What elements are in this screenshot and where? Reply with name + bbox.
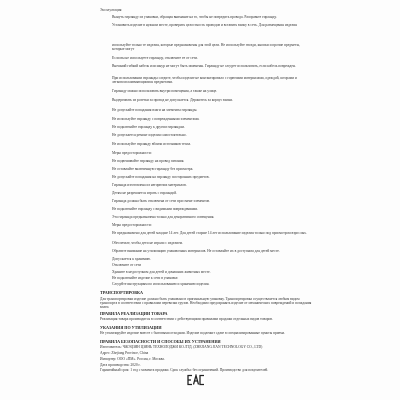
section-heading: ТРАНСПОРТИРОВКА [100, 290, 143, 295]
paragraph: Внешний гибкий кабель или шнур не могут быть заменены. Гирлянду не следует использовать, если кабель поврежден. [112, 64, 296, 68]
paragraph: Меры предосторожности: [112, 151, 152, 155]
paragraph: Храните в недоступном для детей и домашних животных месте. [112, 270, 211, 274]
paragraph: Следуйте инструкциям по использованию и хранению изделия. [112, 282, 210, 286]
paragraph: Дата производства: 2020 г. [100, 363, 141, 367]
paragraph: Не допускайте попадания на гирлянду посторонних предметов. [112, 175, 210, 179]
section-heading: УКАЗАНИЯ ПО УТИЛИЗАЦИИ [100, 325, 162, 330]
paragraph: Не утилизируйте изделие вместе с бытовыми отходами. Изделие подлежит сдаче в специализированные пункты приема. [100, 331, 285, 335]
paragraph: Гирлянда изготовлена из негорючих материалов. [112, 183, 187, 187]
section-heading: ПРАВИЛА БЕЗОПАСНОСТИ И СПОСОБЫ ИХ УСТРАНЕНИЯ [100, 339, 221, 344]
paragraph: Реализация товара производится в соответствии с действующими правилами продажи отдельных видов товаров. [100, 317, 273, 321]
paragraph: При использовании гирлянды следите, чтобы изделие не контактировало с горючими материалами, одеждой, шторами и легковоспламеняющимися предметами. [112, 76, 297, 84]
eac-mark-icon [187, 374, 205, 386]
paragraph: Обеспечьте, чтобы дети не играли с изделием. [112, 241, 183, 245]
paragraph: Допускается к хранению. [112, 257, 151, 261]
paragraph: Если вы не используете гирлянду, отключите ее от сети. [112, 56, 198, 60]
paragraph: Для транспортировки изделие должно быть упаковано в оригинальную упаковку. Транспортировка осуществляется любым видом транспорта в соответствии с правилами перевозки грузов. Необходимо предохранять изделие от механических повреждений и попадания влаги. [100, 297, 312, 309]
paragraph: Адрес: Zhejiang Province, China [100, 351, 149, 355]
paragraph: Не допускается ремонт изделия самостоятельно. [112, 133, 187, 137]
paragraph: Меры предосторожности: [112, 223, 152, 227]
paragraph: Не подключайте изделие к сети в упаковке. [112, 276, 179, 280]
paragraph: Отключите от сети [112, 263, 141, 267]
paragraph: используйте только те изделия, которые предназначены для этой цели. Не используйте гвозди, кнопки и прочие предметы, которые могут [112, 43, 300, 51]
paragraph: Эта гирлянда предназначена только для декоративного освещения. [112, 215, 215, 219]
paragraph: Не оставляйте включенную гирлянду без присмотра. [112, 167, 194, 171]
paragraph: Не подвешивайте гирлянду на провод питания. [112, 159, 185, 163]
paragraph: Гирлянду можно использовать внутри помещения, а также на улице. [112, 89, 218, 93]
paragraph: Гирлянда должна быть отключена от сети при смене элементов. [112, 199, 210, 203]
paragraph: Обратите внимание на утилизацию упаковочных материалов. Не оставляйте их в доступном для детей месте. [112, 249, 280, 253]
paragraph: Не используйте гирлянду с поврежденными элементами. [112, 117, 200, 121]
paragraph: Не допускайте попадания влаги на элементы гирлянды. [112, 108, 198, 112]
paragraph: Импортер: ООО «ПМ». Россия, г. Москва. [100, 357, 165, 361]
paragraph: Вынуть гирлянду из упаковки, обращая внимание на то, чтобы не повредить провода. Расправьте гирлянду. [112, 15, 277, 19]
paragraph: Выдергивать из розетки за провод не допускается. Держитесь за корпус вилки. [112, 98, 234, 102]
paragraph: Не подключайте гирлянду к другим гирляндам. [112, 125, 185, 129]
section-heading: ПРАВИЛА РЕАЛИЗАЦИИ ТОВАРА [100, 311, 168, 316]
paragraph: Не используйте гирлянду вблизи источников тепла. [112, 142, 191, 146]
paragraph: Детям не разрешается играть с гирляндой. [112, 191, 178, 195]
paragraph: Изготовитель: ЧЖЭЦЗЯН ЦЗЯНЬ ТЕХНОЛОДЖИ КО.ЛТД. (ZHEJIANG JIAN TECHNOLOGY CO., LTD) [100, 345, 263, 349]
section-label: Эксплуатация: [100, 8, 123, 12]
paragraph: Не предназначено для детей младше 14 лет. Для детей старше 14 лет использование изделия только под присмотром взрослых. [112, 231, 307, 235]
paragraph: Установить изделие в нужном месте, проверить целостность проводов и вставить вилку в сеть. Для размещения изделия [112, 23, 297, 27]
paragraph: Гарантийный срок: 1 год с момента продажи. Срок службы: без ограничений. Производство для покупателей. [100, 368, 269, 372]
paragraph: Не подключайте гирлянду с видимыми повреждениями. [112, 207, 199, 211]
